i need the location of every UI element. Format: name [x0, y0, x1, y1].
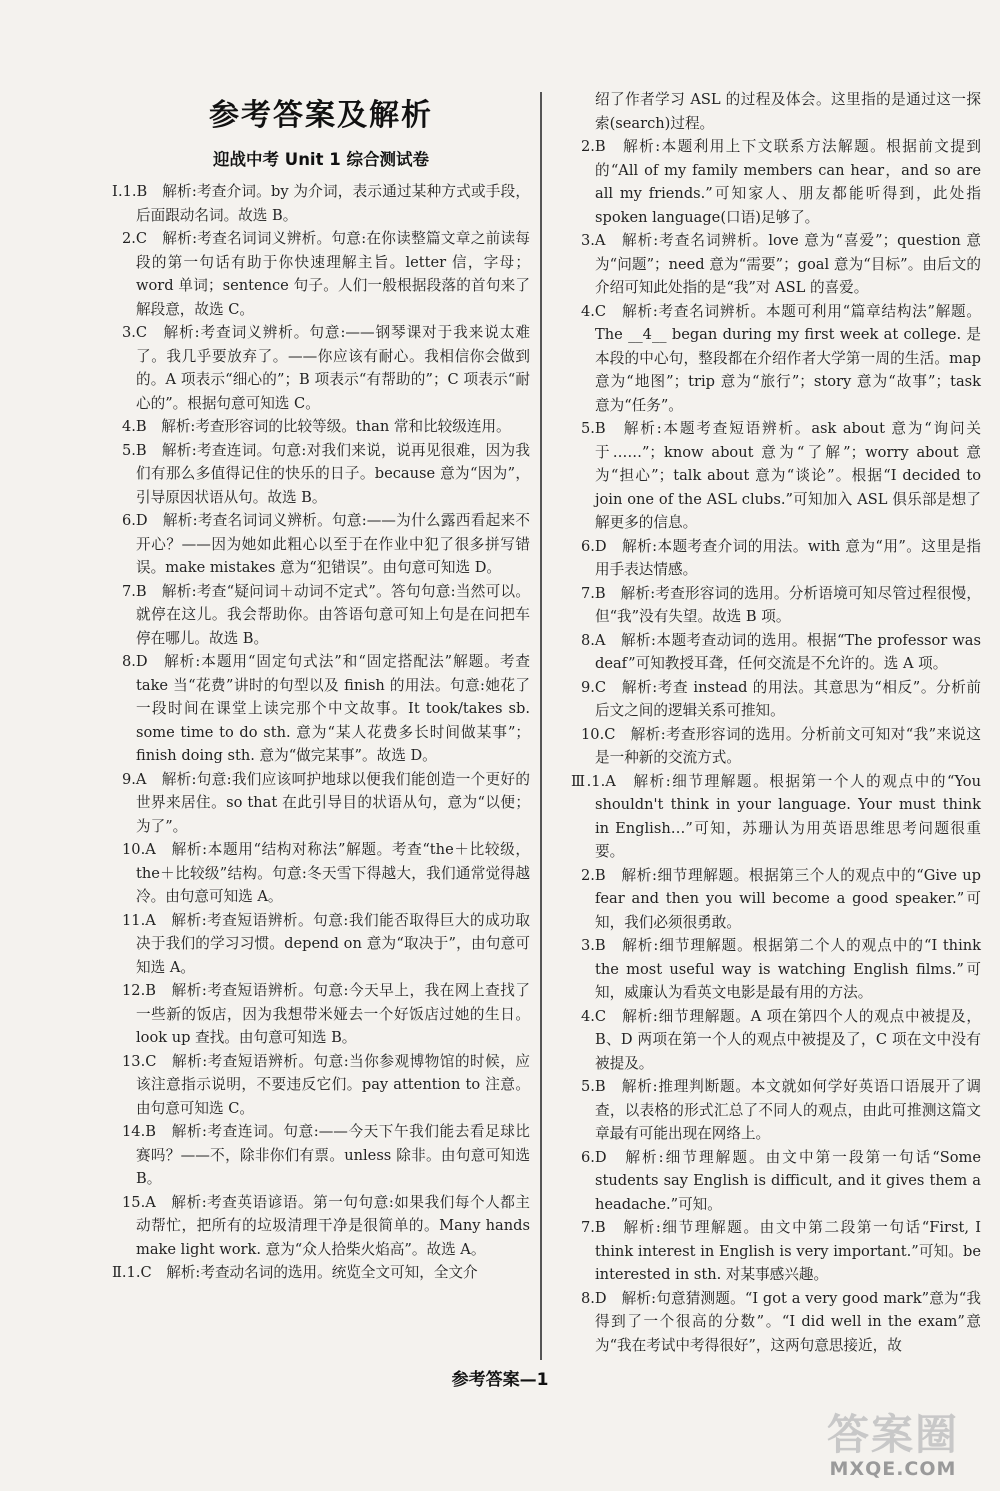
- answer-item: 2.B 解析:细节理解题。根据第三个人的观点中的“Give up fear and then you will become a good speaker.”可知，我们必须很勇敢。: [581, 866, 981, 931]
- answer-item: 9.C 解析:考查 instead 的用法。其意思为“相反”。分析前后文之间的逻辑关系可推知。: [581, 678, 981, 719]
- answer-item: 2.C 解析:考查名词词义辨析。句意:在你读整篇文章之前读每段的第一句话有助于你快速理解主旨。letter 信，字母；word 单词；sentence 句子。人们一般根据段落的首句来了解段意，故选 C。: [122, 230, 530, 318]
- column-divider: [540, 92, 542, 1360]
- answer-item: Ⅲ.1.A 解析:细节理解题。根据第一个人的观点中的“You shouldn't think in your language. Your must think in English…”可知，苏珊认为用英语思维思考问题很重要。: [571, 772, 981, 860]
- answer-item: 6.D 解析:细节理解题。由文中第一段第一句话“Some students say English is difficult, and it gives them a headache.”可知。: [581, 1148, 981, 1213]
- answer-item: 9.A 解析:句意:我们应该呵护地球以便我们能创造一个更好的世界来居住。so that 在此引导目的状语从句，意为“以便；为了”。: [122, 770, 530, 835]
- answer-item: 4.C 解析:细节理解题。A 项在第四个人的观点中被提及，B、D 两项在第一个人的观点中被提及了，C 项在文中没有被提及。: [581, 1007, 981, 1072]
- answer-item: 6.D 解析:本题考查介词的用法。with 意为“用”。这里是指用手表达情感。: [581, 537, 981, 578]
- answer-item: 15.A 解析:考查英语谚语。第一句句意:如果我们每个人都主动帮忙，把所有的垃圾清理干净是很简单的。Many hands make light work. 意为“众人拾柴火焰高”。故选 A。: [122, 1193, 530, 1258]
- answer-item: 10.A 解析:本题用“结构对称法”解题。考查“the＋比较级，the＋比较级”结构。句意:冬天雪下得越大，我们通常觉得越冷。由句意可知选 A。: [122, 841, 530, 905]
- answer-item: 8.D 解析:本题用“固定句式法”和“固定搭配法”解题。考查 take 当“花费”讲时的句型以及 finish 的用法。句意:她花了一段时间在课堂上读完那个中文故事。It took/takes sb. some time to do sth. 意为“某人花费多长时间做某事”；finish doing sth. 意为“做完某事”。故选 D。: [122, 653, 530, 764]
- answer-item: 13.C 解析:考查短语辨析。句意:当你参观博物馆的时候，应该注意指示说明，不要违反它们。pay attention to 注意。由句意可知选 C。: [122, 1052, 530, 1117]
- answer-item: 7.B 解析:考查“疑问词＋动词不定式”。答句句意:当然可以。就停在这儿。我会帮助你。由答语句意可知上句是在问把车停在哪儿。故选 B。: [122, 582, 530, 647]
- answer-item: 11.A 解析:考查短语辨析。句意:我们能否取得巨大的成功取决于我们的学习习惯。depend on 意为“取决于”，由句意可知选 A。: [122, 911, 530, 976]
- answer-item: 5.B 解析:本题考查短语辨析。ask about 意为“询问关于……”；know about 意为“了解”；worry about 意为“担心”；talk about 意为“谈论”。根据“I decided to join one of the ASL clubs.”可知加入 ASL 俱乐部是想了解更多的信息。: [581, 420, 981, 531]
- answer-item: 绍了作者学习 ASL 的过程及体会。这里指的是通过这一探索(search)过程。: [595, 91, 981, 132]
- answer-item: 5.B 解析:推理判断题。本文就如何学好英语口语展开了调查，以表格的形式汇总了不同人的观点，由此可推测这篇文章最有可能出现在网络上。: [581, 1078, 981, 1142]
- test-subtitle: 迎战中考 Unit 1 综合测试卷: [213, 150, 429, 169]
- answer-item: 5.B 解析:考查连词。句意:对我们来说，说再见很难，因为我们有那么多值得记住的快乐的日子。because 意为“因为”，引导原因状语从句。故选 B。: [122, 441, 530, 506]
- watermark-logo: [808, 1402, 978, 1484]
- watermark-site: MXQE.COM: [829, 1458, 957, 1480]
- right-answer-list: [571, 88, 981, 1357]
- answer-item: 7.B 解析:细节理解题。由文中第二段第一句话“First, I think interest in English is very important.”可知。be interested in sth. 对某事感兴趣。: [581, 1219, 981, 1283]
- answer-item: 4.B 解析:考查形容词的比较等级。than 常和比较级连用。: [122, 418, 511, 435]
- answer-item: 6.D 解析:考查名词词义辨析。句意:——为什么露西看起来不开心？——因为她如此粗心以至于在作业中犯了很多拼写错误。make mistakes 意为“犯错误”。由句意可知选 D。: [122, 512, 530, 576]
- page-title: 参考答案及解析: [209, 98, 433, 133]
- answer-item: 4.C 解析:考查名词辨析。本题可利用“篇章结构法”解题。The __4__ began during my first week at college. 是本段的中心句，整段都在介绍作者大学第一周的生活。map 意为“地图”；trip 意为“旅行”；story 意为“故事”；task 意为“任务”。: [581, 302, 981, 414]
- left-answer-list: [112, 180, 530, 1285]
- answer-item: 8.D 解析:句意猜测题。“I got a very good mark”意为“我得到了一个很高的分数”。“I did well in the exam”意为“我在考试中考得很好”，这两句意思接近，故: [581, 1289, 981, 1354]
- answer-item: 12.B 解析:考查短语辨析。句意:今天早上，我在网上查找了一些新的饭店，因为我想带米娅去一个好饭店过她的生日。look up 查找。由句意可知选 B。: [122, 982, 530, 1046]
- answer-item: 14.B 解析:考查连词。句意:——今天下午我们能去看足球比赛吗？——不，除非你们有票。unless 除非。由句意可知选 B。: [122, 1123, 530, 1187]
- watermark-mark: 答案圈: [826, 1410, 959, 1459]
- page-footer: 参考答案—1: [451, 1370, 549, 1390]
- left-column: [112, 86, 530, 1285]
- right-column: [571, 88, 981, 1357]
- answer-item: 3.A 解析:考查名词辨析。love 意为“喜爱”；question 意为“问题”；need 意为“需要”；goal 意为“目标”。由后文的介绍可知此处指的是“我”对 ASL 的喜爱。: [581, 232, 981, 296]
- answer-item: 2.B 解析:本题利用上下文联系方法解题。根据前文提到的“All of my family members can hear，and so are all my friends.”可知家人、朋友都能听得到，此处指 spoken language(口语)足够了。: [581, 138, 981, 226]
- answer-item: Ⅱ.1.C 解析:考查动名词的选用。统览全文可知，全文介: [112, 1264, 478, 1281]
- answer-item: Ⅰ.1.B 解析:考查介词。by 为介词，表示通过某种方式或手段，后面跟动名词。故选 B。: [112, 183, 530, 224]
- answer-item: 8.A 解析:本题考查动词的选用。根据“The professor was deaf”可知教授耳聋，任何交流是不允许的。选 A 项。: [581, 631, 981, 672]
- answer-item: 3.B 解析:细节理解题。根据第二个人的观点中的“I think the most useful way is watching English films.”可知，威廉认为看英文电影是最有用的方法。: [581, 937, 981, 1001]
- answer-item: 3.C 解析:考查词义辨析。句意:——钢琴课对于我来说太难了。我几乎要放弃了。——你应该有耐心。我相信你会做到的。A 项表示“细心的”；B 项表示“有帮助的”；C 项表示“耐心的”。根据句意可知选 C。: [122, 324, 530, 412]
- answer-item: 10.C 解析:考查形容词的选用。分析前文可知对“我”来说这是一种新的交流方式。: [581, 725, 981, 766]
- answer-item: 7.B 解析:考查形容词的选用。分析语境可知尽管过程很慢，但“我”没有失望。故选 B 项。: [581, 584, 981, 625]
